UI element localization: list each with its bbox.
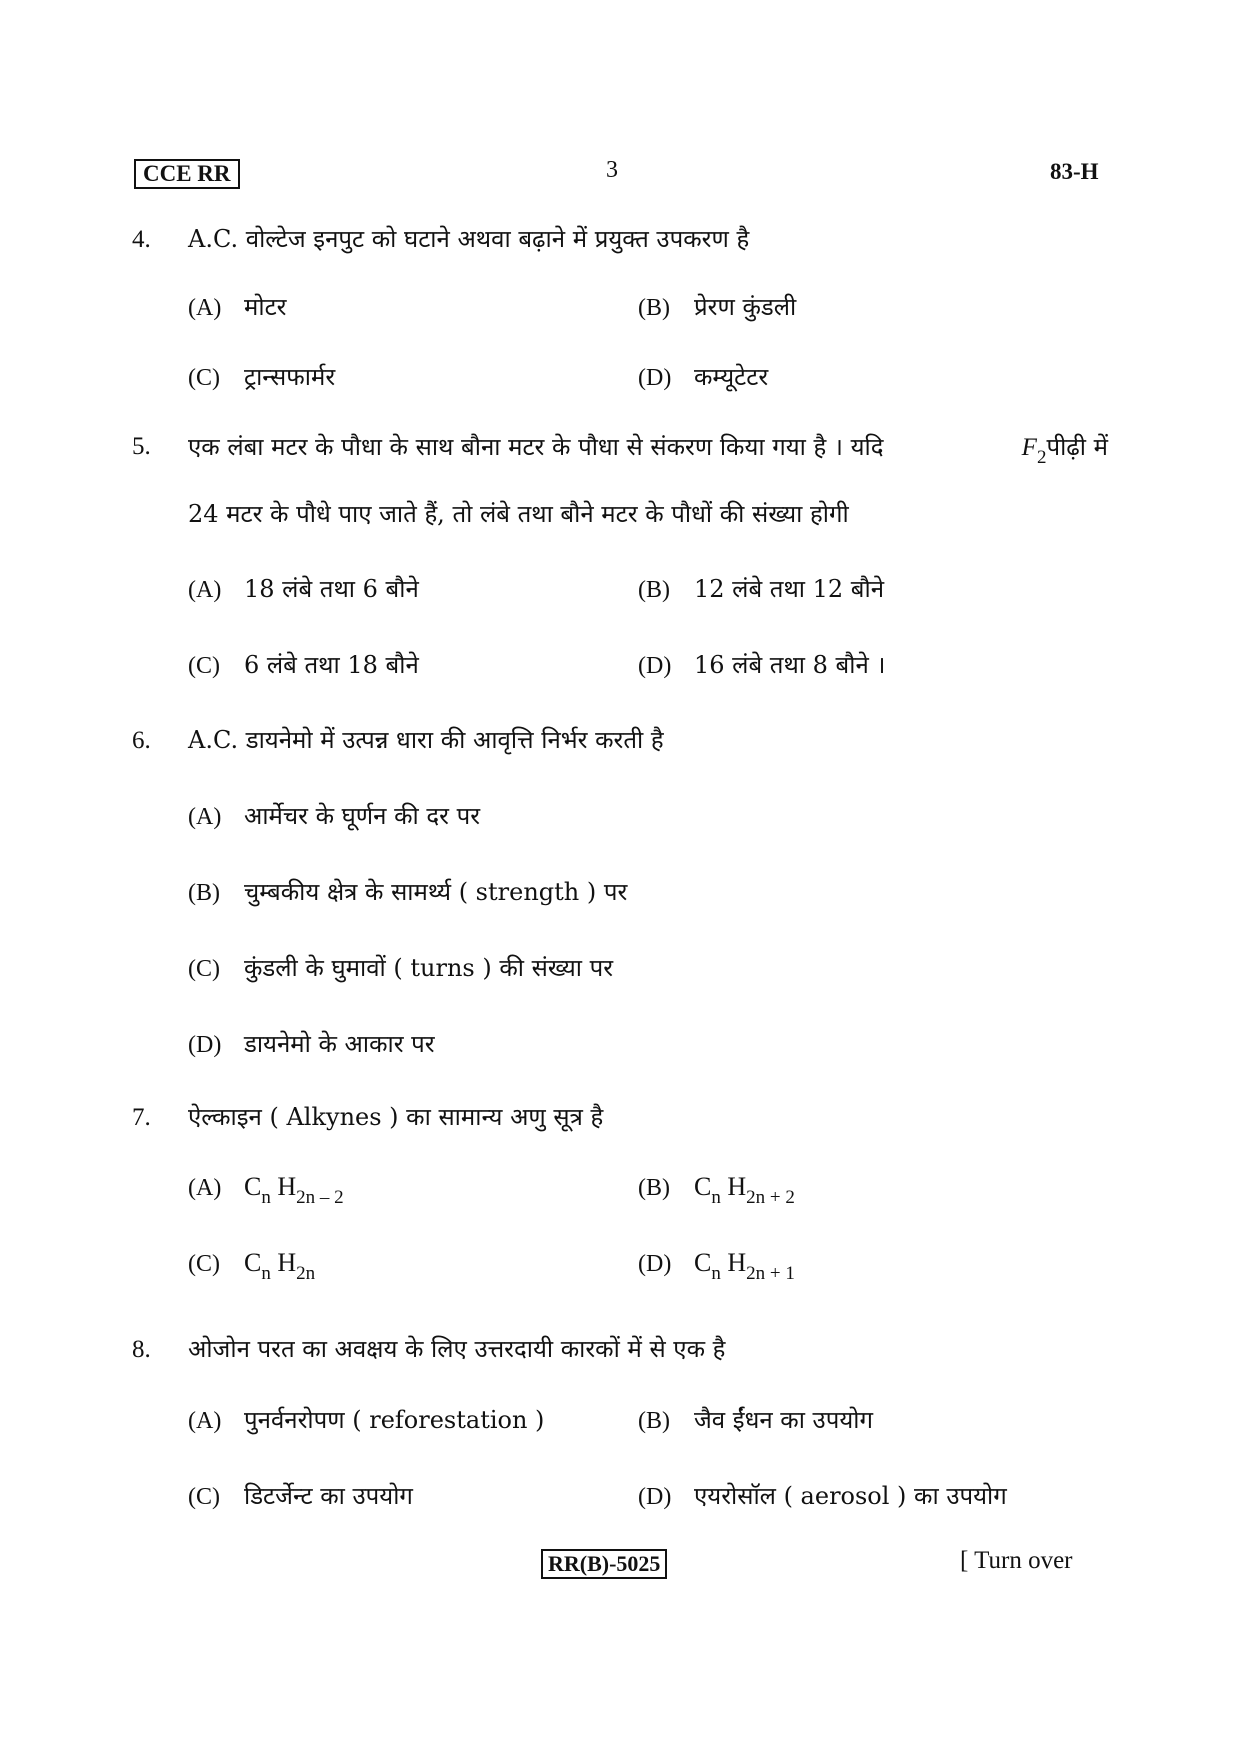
option-text: कम्यूटेटर (694, 363, 769, 391)
option-label: (C) (188, 365, 220, 391)
header-series-box: CCE RR (134, 159, 240, 189)
page-number: 3 (606, 157, 618, 183)
question-text: A.C. वोल्टेज इनपुट को घटाने अथवा बढ़ाने में प्रयुक्त उपकरण है (188, 225, 750, 253)
option-label: (D) (638, 1251, 672, 1277)
option-text: डायनेमो के आकार पर (244, 1030, 435, 1058)
question-text: एक लंबा मटर के पौधा के साथ बौना मटर के पौधा से संकरण किया गया है । यदि (188, 433, 884, 461)
question-text: A.C. डायनेमो में उत्पन्न धारा की आवृत्ति निर्भर करती है (188, 726, 664, 754)
option-d (638, 360, 768, 393)
option-text: एयरोसॉल ( aerosol ) का उपयोग (694, 1482, 1007, 1510)
option-c (188, 648, 419, 681)
option-b (638, 290, 796, 323)
option-label: (B) (638, 1175, 670, 1201)
option-text: आर्मेचर के घूर्णन की दर पर (244, 802, 481, 830)
option-text: 12 लंबे तथा 12 बौने (694, 575, 885, 603)
option-c (188, 1479, 413, 1512)
option-text: 6 लंबे तथा 18 बौने (244, 651, 419, 679)
option-text: कुंडली के घुमावों ( turns ) की संख्या पर (244, 954, 614, 982)
option-text: ट्रान्सफार्मर (244, 363, 336, 391)
option-c (188, 1248, 316, 1284)
option-d (188, 1027, 435, 1060)
option-label: (A) (188, 1408, 222, 1434)
option-label: (B) (188, 880, 220, 906)
option-a (188, 290, 286, 323)
option-label: (B) (638, 577, 670, 603)
option-label: (A) (188, 804, 222, 830)
option-label: (A) (188, 1175, 222, 1201)
option-text: प्रेरण कुंडली (694, 293, 797, 321)
question-number: 6. (132, 727, 151, 754)
option-c (188, 951, 613, 984)
option-label: (C) (188, 956, 220, 982)
formula: $C_n$ $H_{2n + 2}$ (694, 1172, 795, 1208)
option-label: (D) (638, 1484, 672, 1510)
generation-label: $F_2पीढ़ी$ में (1021, 433, 1108, 468)
option-b (638, 572, 884, 605)
option-text: 16 लंबे तथा 8 बौने । (694, 651, 886, 679)
option-b (638, 1172, 795, 1208)
option-a (188, 799, 480, 832)
option-label: (C) (188, 1251, 220, 1277)
option-text: डिटर्जेन्ट का उपयोग (244, 1482, 413, 1510)
question-text: ओजोन परत का अवक्षय के लिए उत्तरदायी कारकों में से एक है (188, 1335, 726, 1363)
option-a (188, 572, 419, 605)
option-label: (A) (188, 577, 222, 603)
option-label: (C) (188, 653, 220, 679)
paper-code: 83-H (1050, 159, 1099, 184)
question-text-line2: 24 मटर के पौधे पाए जाते हैं, तो लंबे तथा बौने मटर के पौधों की संख्या होगी (188, 500, 849, 528)
question-number: 5. (132, 433, 151, 460)
footer-code-box: RR(B)-5025 (541, 1549, 667, 1579)
option-text: चुम्बकीय क्षेत्र के सामर्थ्य ( strength ) पर (244, 878, 628, 906)
option-b (638, 1403, 873, 1436)
option-c (188, 360, 335, 393)
option-label: (C) (188, 1484, 220, 1510)
option-d (638, 1479, 1007, 1512)
option-label: (D) (638, 365, 672, 391)
option-a (188, 1403, 544, 1436)
option-label: (B) (638, 295, 670, 321)
option-d (638, 648, 886, 681)
option-b (188, 875, 627, 908)
question-number: 8. (132, 1336, 151, 1363)
option-text: 18 लंबे तथा 6 बौने (244, 575, 419, 603)
option-text: मोटर (244, 293, 287, 321)
option-label: (A) (188, 295, 222, 321)
option-d (638, 1248, 795, 1284)
option-label: (D) (638, 653, 672, 679)
question-text-line1 (188, 430, 1108, 468)
option-label: (D) (188, 1032, 222, 1058)
turn-over-note: [ Turn over (960, 1547, 1073, 1574)
option-label: (B) (638, 1408, 670, 1434)
option-text: पुनर्वनरोपण ( reforestation ) (244, 1406, 545, 1434)
question-number: 4. (132, 226, 151, 253)
option-a (188, 1172, 344, 1208)
formula: $C_n$ $H_{2n + 1}$ (694, 1248, 795, 1284)
option-text: जैव ईंधन का उपयोग (694, 1406, 873, 1434)
question-text: ऐल्काइन ( Alkynes ) का सामान्य अणु सूत्र है (188, 1103, 604, 1131)
question-number: 7. (132, 1104, 151, 1131)
formula: $C_n$ $H_{2n}$ (244, 1248, 316, 1284)
formula: $C_n$ $H_{2n - 2}$ (244, 1172, 344, 1208)
